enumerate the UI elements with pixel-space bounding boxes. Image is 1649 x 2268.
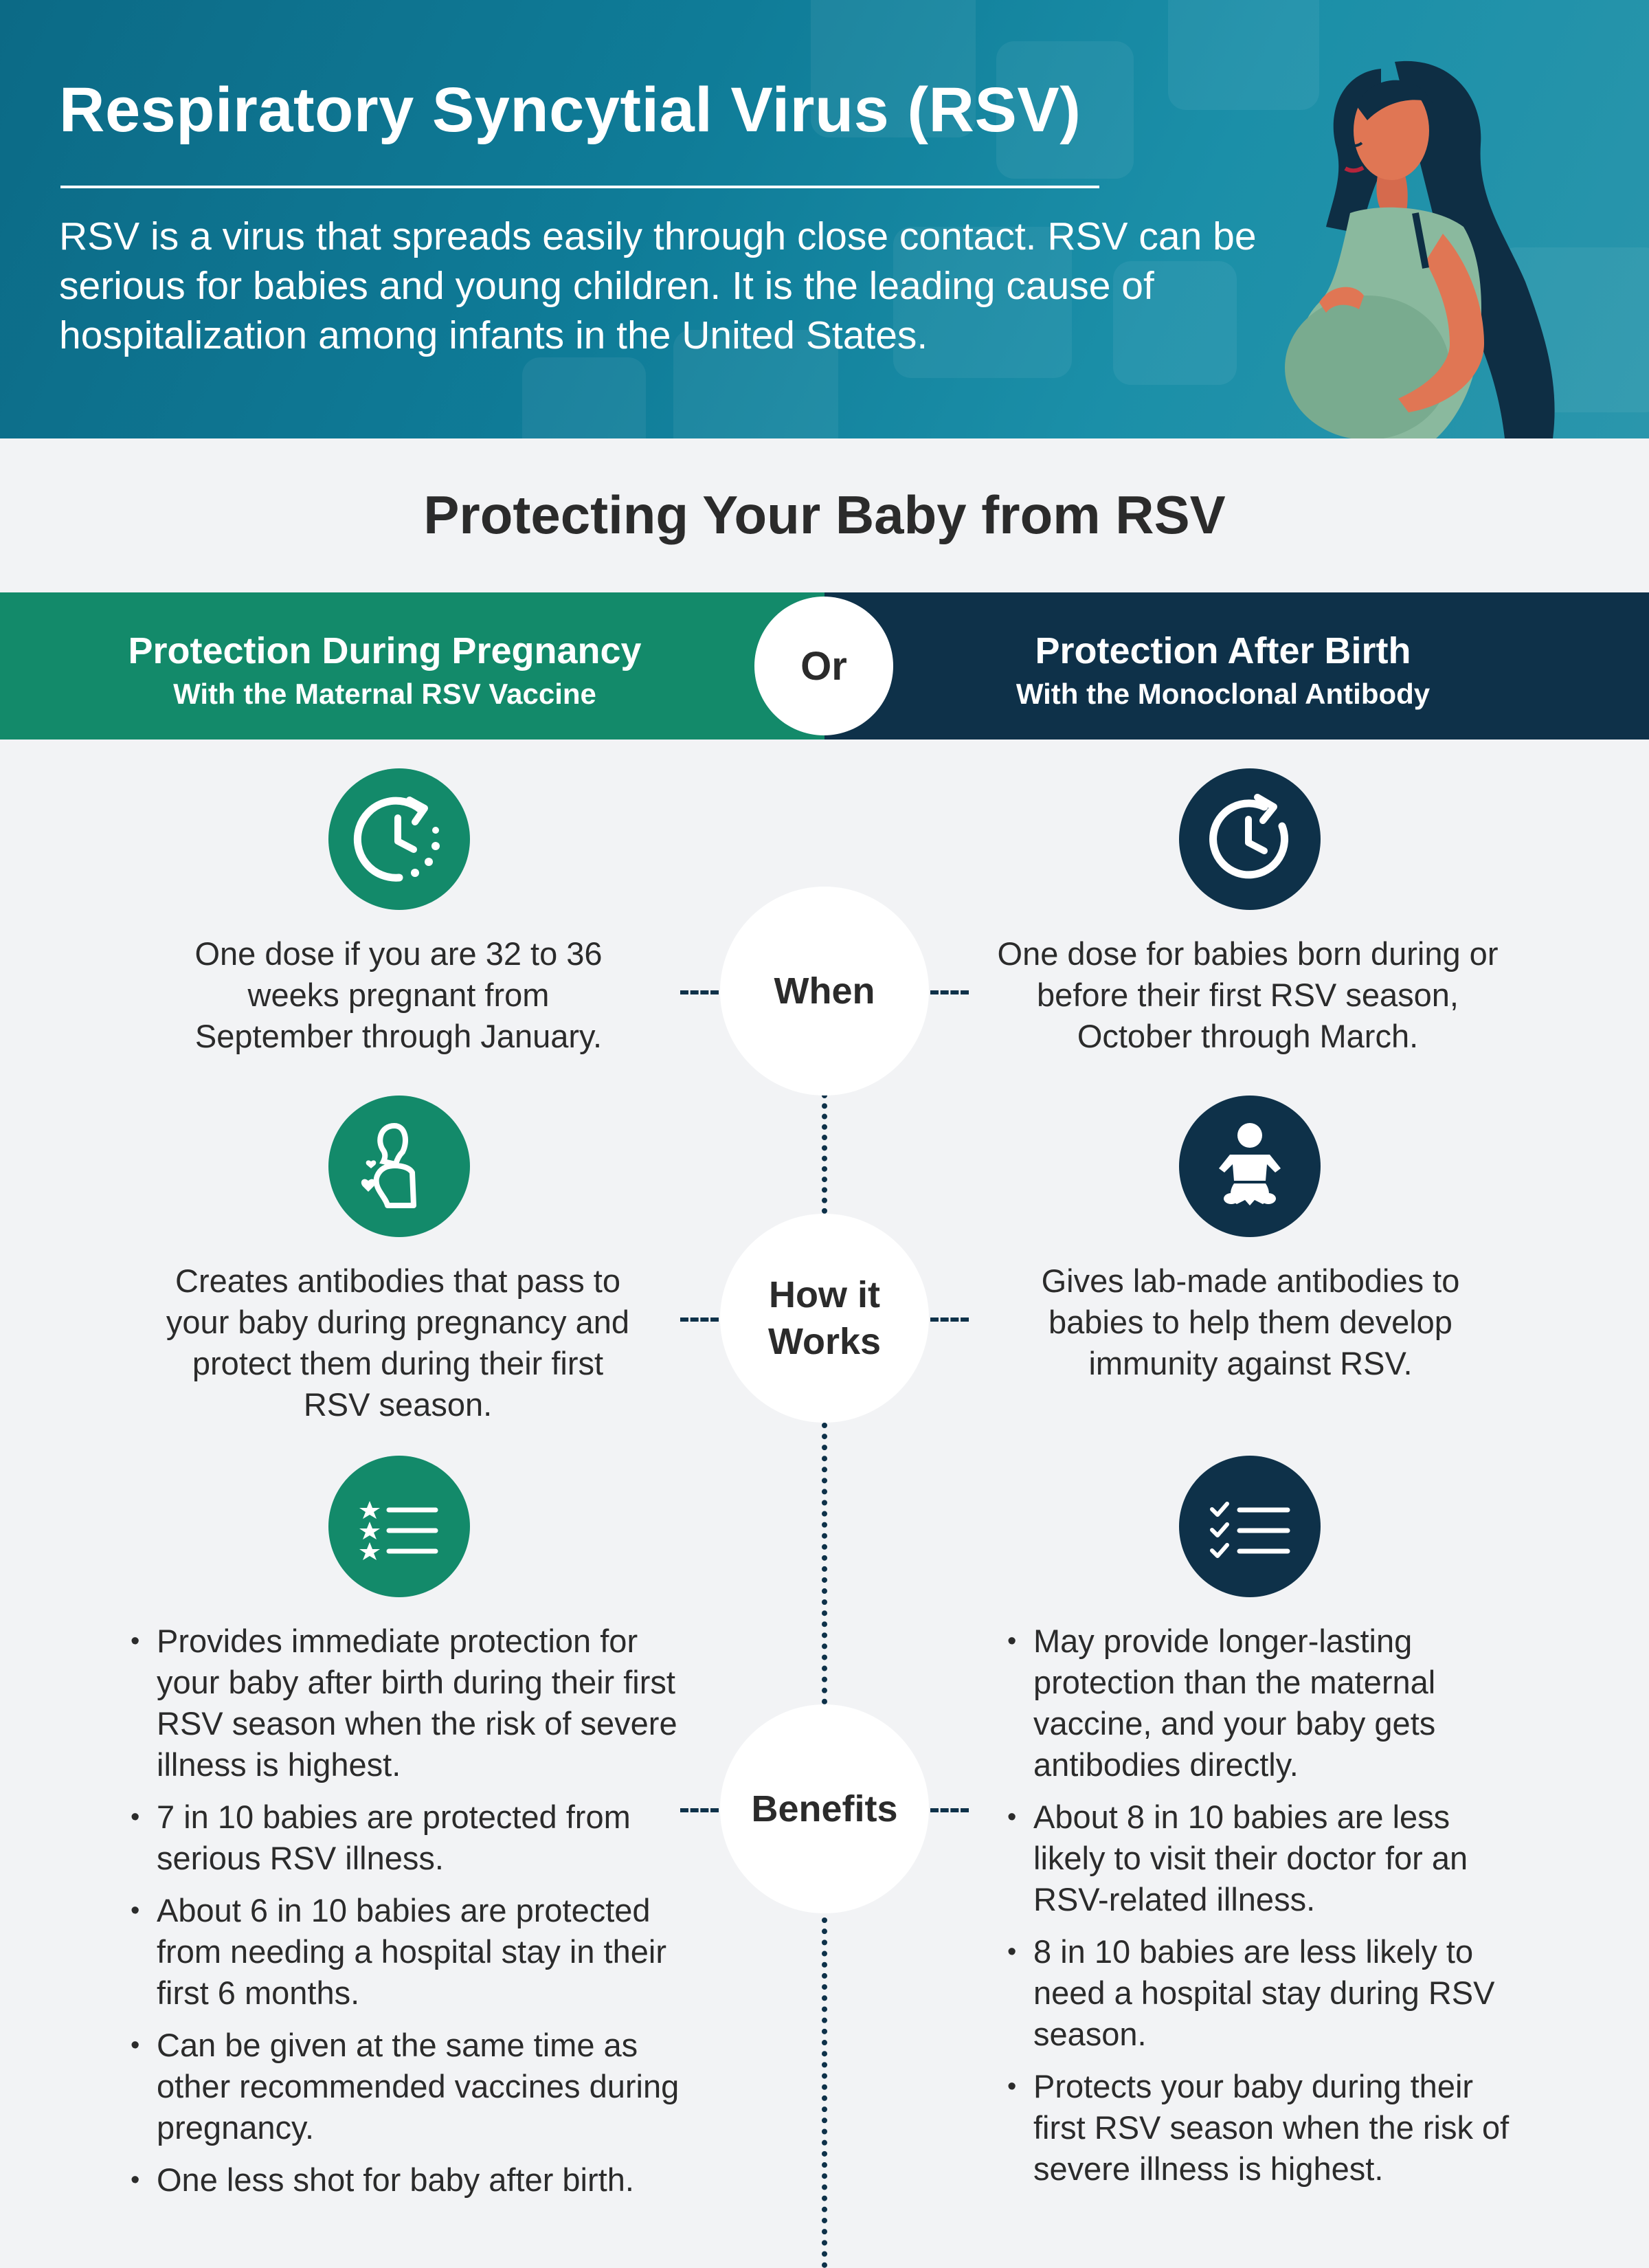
list-item: • Protects your baby during their first RSV season when the risk of severe illness is highest. [1006,2066,1521,2190]
list-item: • One less shot for baby after birth. [129,2159,693,2201]
center-dotted-line [822,1917,827,2268]
after-birth-protection-subtitle: With the Monoclonal Antibody [1016,678,1431,710]
list-item: • May provide longer-lasting protection than the maternal vaccine, and your baby gets antibodies directly. [1006,1621,1521,1786]
benefits-after-birth-list [1006,1621,1521,2201]
connector-dash [930,1318,969,1322]
baby-icon [1179,1096,1321,1237]
clock-icon [1179,768,1321,910]
list-item: • About 6 in 10 babies are protected from needing a hospital stay in their first 6 months. [129,1890,693,2014]
benefits-pregnancy-list [129,1621,693,2212]
connector-dash [930,990,969,994]
when-label-text: When [774,970,875,1012]
hero-description: RSV is a virus that spreads easily through close contact. RSV can be serious for babies and young children. It is the leading cause of hospitalization among infants in the United States. [59,214,1257,357]
hero-banner [0,0,1649,438]
list-item: • 7 in 10 babies are protected from serious RSV illness. [129,1797,693,1879]
when-pregnancy-text: One dose if you are 32 to 36 weeks pregnant from September through January. [194,935,603,1054]
list-item: • About 8 in 10 babies are less likely to visit their doctor for an RSV-related illness. [1006,1797,1521,1920]
benefits-label-text: Benefits [751,1788,898,1830]
how-after-birth-text: Gives lab-made antibodies to babies to help them develop immunity against RSV. [1041,1263,1460,1381]
clock-refresh-icon [328,768,470,910]
connector-dash [930,1808,969,1812]
pregnancy-protection-subtitle: With the Maternal RSV Vaccine [173,678,596,710]
pregnancy-protection-title: Protection During Pregnancy [128,630,642,671]
hero-title: Respiratory Syncytial Virus (RSV) [59,75,1081,145]
how-it-works-label [720,1214,929,1423]
center-dotted-line [822,1093,827,1214]
pregnant-woman-icon [328,1096,470,1237]
pregnancy-protection-header [0,592,824,740]
list-item: • 8 in 10 babies are less likely to need a hospital stay during RSV season. [1006,1931,1521,2055]
connector-dash [680,990,719,994]
list-item: • Can be given at the same time as other recommended vaccines during pregnancy. [129,2025,693,2148]
benefits-label [720,1704,929,1913]
when-after-birth-text: One dose for babies born during or before their first RSV season, October through March. [997,935,1499,1054]
checklist-icon [1179,1456,1321,1597]
how-it-works-label-text: How it Works [767,1274,882,1362]
list-item: • Provides immediate protection for your baby after birth during their first RSV season when the risk of severe illness is highest. [129,1621,693,1786]
after-birth-protection-title: Protection After Birth [1035,630,1411,671]
when-label [720,887,929,1096]
section-title: Protecting Your Baby from RSV [423,485,1226,545]
after-birth-protection-header [824,592,1649,740]
or-separator: Or [754,597,893,735]
hero-divider [60,186,1099,188]
pregnant-woman-illustration [1278,55,1567,438]
center-dotted-line [822,1423,827,1704]
how-pregnancy-text: Creates antibodies that pass to your baby during pregnancy and protect them during their first RSV season. [166,1263,630,1423]
star-list-icon [328,1456,470,1597]
connector-dash [680,1318,719,1322]
